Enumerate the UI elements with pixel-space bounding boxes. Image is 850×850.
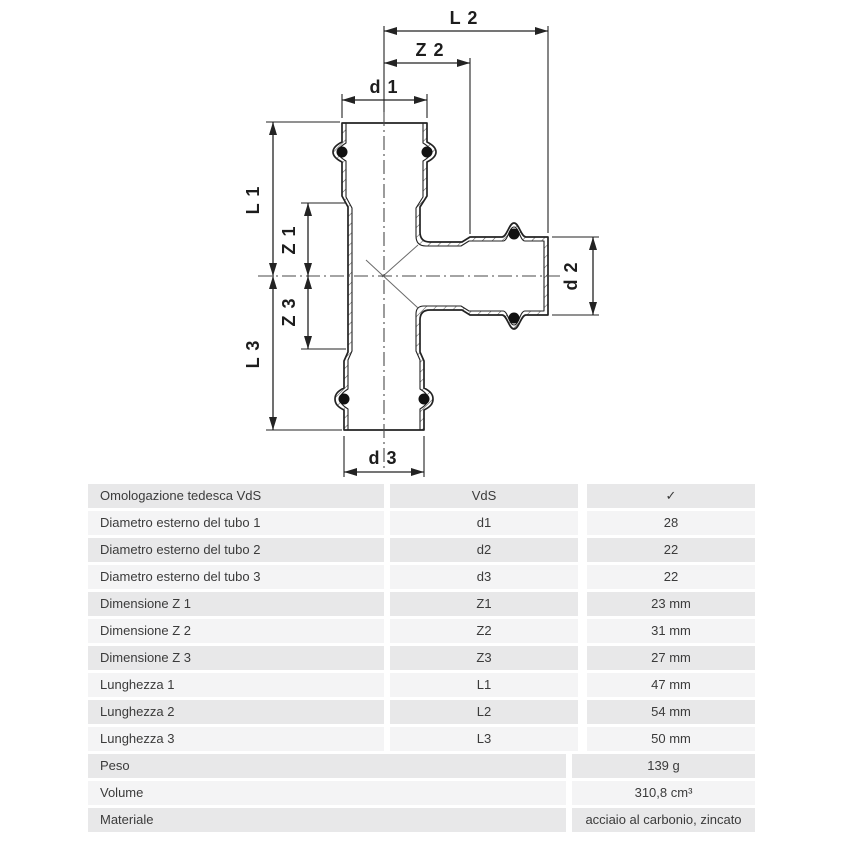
table-row <box>88 538 755 562</box>
fitting-inner-outline <box>338 123 544 430</box>
row-symbol: L3 <box>390 727 578 751</box>
row-label: Diametro esterno del tubo 1 <box>88 511 384 535</box>
row-label: Peso <box>88 754 566 778</box>
table-row <box>88 673 755 697</box>
row-value: 54 mm <box>587 700 755 724</box>
dimension-d1 <box>342 77 427 104</box>
dim-label-z2: Z 2 <box>415 40 445 60</box>
row-value: acciaio al carbonio, zincato <box>572 808 755 832</box>
row-label: Dimensione Z 1 <box>88 592 384 616</box>
dimension-l3 <box>243 276 277 430</box>
row-symbol: L2 <box>390 700 578 724</box>
dimension-z3 <box>279 276 312 349</box>
dim-label-z3: Z 3 <box>279 297 299 327</box>
row-value: 22 <box>587 565 755 589</box>
row-label: Dimensione Z 2 <box>88 619 384 643</box>
dimension-d3 <box>344 448 424 476</box>
table-row <box>88 511 755 535</box>
row-symbol: Z1 <box>390 592 578 616</box>
table-row <box>88 781 755 805</box>
dimension-z2 <box>384 40 470 67</box>
dimension-z1 <box>279 203 312 276</box>
table-row <box>88 808 755 832</box>
row-value: 310,8 cm³ <box>572 781 755 805</box>
dim-label-d2: d 2 <box>561 261 581 291</box>
row-label: Lunghezza 2 <box>88 700 384 724</box>
table-row <box>88 754 755 778</box>
spec-table <box>88 484 755 835</box>
row-symbol: d2 <box>390 538 578 562</box>
row-label: Lunghezza 3 <box>88 727 384 751</box>
row-value: 27 mm <box>587 646 755 670</box>
row-symbol: Z2 <box>390 619 578 643</box>
row-symbol: d1 <box>390 511 578 535</box>
table-row <box>88 619 755 643</box>
dim-label-d3: d 3 <box>368 448 398 468</box>
row-value: 47 mm <box>587 673 755 697</box>
row-value: 50 mm <box>587 727 755 751</box>
row-symbol: VdS <box>390 484 578 508</box>
row-value: ✓ <box>587 484 755 508</box>
row-label: Diametro esterno del tubo 2 <box>88 538 384 562</box>
row-value: 28 <box>587 511 755 535</box>
extension-lines <box>266 26 599 477</box>
row-value: 22 <box>587 538 755 562</box>
table-row <box>88 592 755 616</box>
row-symbol: d3 <box>390 565 578 589</box>
table-row <box>88 484 755 508</box>
table-row <box>88 700 755 724</box>
row-value: 31 mm <box>587 619 755 643</box>
row-label: Materiale <box>88 808 566 832</box>
row-label: Lunghezza 1 <box>88 673 384 697</box>
row-label: Diametro esterno del tubo 3 <box>88 565 384 589</box>
row-value: 139 g <box>572 754 755 778</box>
dim-label-l3: L 3 <box>243 339 263 369</box>
row-symbol: L1 <box>390 673 578 697</box>
centerlines <box>258 112 562 468</box>
table-row <box>88 565 755 589</box>
row-label: Volume <box>88 781 566 805</box>
dim-label-z1: Z 1 <box>279 225 299 255</box>
dim-label-d1: d 1 <box>369 77 399 97</box>
dim-label-l2: L 2 <box>449 8 479 28</box>
dimension-l1 <box>243 122 277 276</box>
table-row <box>88 727 755 751</box>
dimension-l2 <box>384 8 548 35</box>
dimension-d2 <box>561 237 597 315</box>
row-value: 23 mm <box>587 592 755 616</box>
row-label: Dimensione Z 3 <box>88 646 384 670</box>
row-label: Omologazione tedesca VdS <box>88 484 384 508</box>
dim-label-l1: L 1 <box>243 185 263 215</box>
table-row <box>88 646 755 670</box>
row-symbol: Z3 <box>390 646 578 670</box>
